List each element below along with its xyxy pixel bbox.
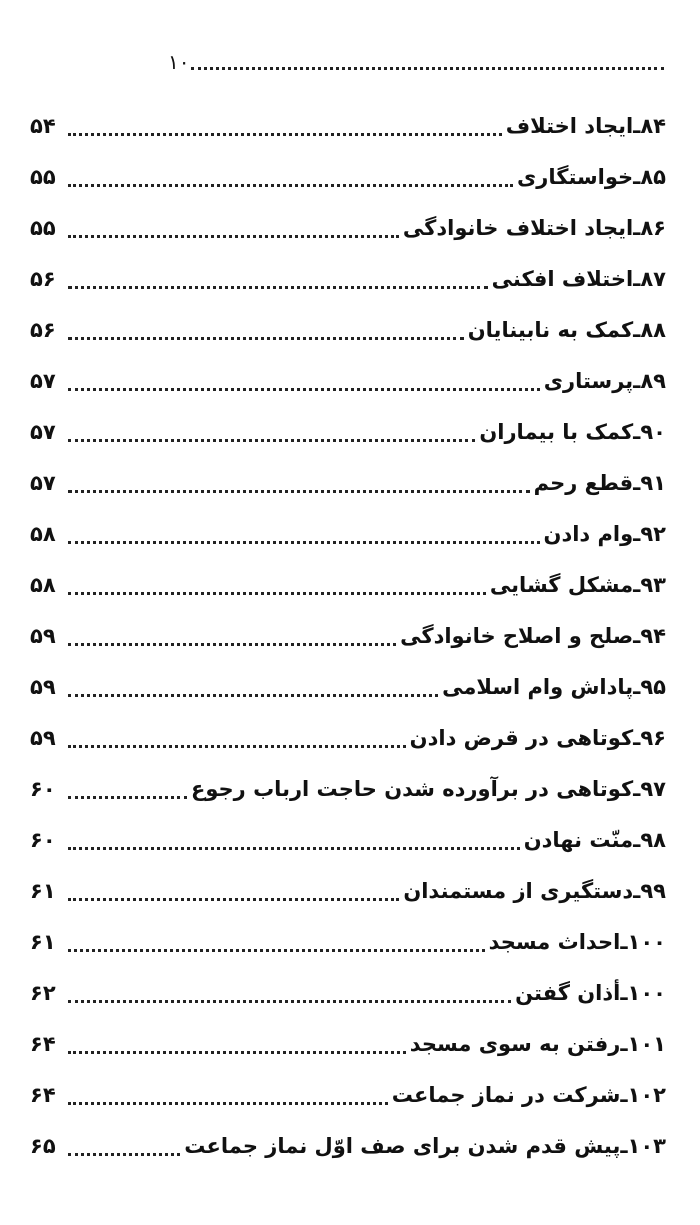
toc-entry-number: ۹۸ (640, 828, 666, 852)
page-header (168, 44, 664, 74)
toc-entry-number: ۹۹ (640, 879, 666, 903)
toc-entry-title: صلح و اصلاح خانوادگی (400, 624, 634, 648)
toc-entry-title: کوتاهی در قرض دادن (409, 726, 634, 750)
toc-entry-title: دستگیری از مستمندان (403, 879, 634, 903)
toc-dot-leader (68, 1000, 511, 1003)
toc-entry (30, 400, 666, 451)
toc-entry-title: خواستگاری (517, 165, 634, 189)
toc-dot-leader (68, 388, 540, 391)
header-dot-leader (191, 67, 664, 70)
toc-entry (30, 859, 666, 910)
toc-entry-number: ۹۴ (640, 624, 666, 648)
toc-entry-separator: ـ (633, 675, 641, 699)
toc-entry-number: ۸۴ (640, 114, 666, 138)
toc-entry (30, 1063, 666, 1114)
toc-entry-separator: ـ (633, 726, 641, 750)
toc-entry-separator: ـ (633, 216, 641, 240)
toc-entry (30, 94, 666, 145)
toc-dot-leader (68, 1153, 180, 1156)
toc-entry-number: ۱۰۳ (627, 1134, 666, 1158)
toc-dot-leader (68, 592, 486, 595)
toc-dot-leader (68, 541, 540, 544)
toc-entry (30, 553, 666, 604)
toc-entry-separator: ـ (633, 624, 641, 648)
toc-entry (30, 910, 666, 961)
toc-entry-separator: ـ (633, 828, 641, 852)
toc-entry-page: ۵۹ (30, 675, 56, 699)
toc-dot-leader (68, 133, 502, 136)
toc-entry-title: منّت نهادن (523, 828, 634, 852)
toc-entry-page: ۵۶ (30, 318, 56, 342)
toc-dot-leader (68, 898, 399, 901)
toc-entry (30, 961, 666, 1012)
toc-entry-page: ۶۴ (30, 1032, 56, 1056)
toc-entry (30, 349, 666, 400)
toc-entry-title: کوتاهی در برآورده شدن حاجت ارباب رجوع (191, 777, 634, 801)
toc-entry-separator: ـ (620, 930, 628, 954)
toc-entry (30, 451, 666, 502)
toc-entry-number: ۸۸ (640, 318, 666, 342)
toc-entry-number: ۹۳ (640, 573, 666, 597)
toc-entry-page: ۵۸ (30, 522, 56, 546)
table-of-contents (30, 94, 666, 1165)
toc-entry-page: ۵۹ (30, 624, 56, 648)
toc-entry-separator: ـ (633, 471, 641, 495)
toc-entry-separator: ـ (633, 267, 641, 291)
toc-entry-number: ۱۰۰ (627, 930, 666, 954)
toc-entry-title: مشکل گشایی (489, 573, 634, 597)
toc-entry-separator: ـ (633, 777, 641, 801)
toc-entry-page: ۶۰ (30, 828, 56, 852)
toc-dot-leader (68, 235, 399, 238)
toc-entry-number: ۹۱ (640, 471, 666, 495)
toc-entry-title: پیش قدم شدن برای صف اوّل نماز جماعت (184, 1134, 621, 1158)
page-number: ۱۰ (168, 50, 190, 74)
toc-entry-page: ۶۲ (30, 981, 56, 1005)
toc-entry-page: ۶۵ (30, 1134, 56, 1158)
toc-dot-leader (68, 847, 520, 850)
toc-entry-separator: ـ (620, 1134, 628, 1158)
toc-entry-number: ۸۹ (640, 369, 666, 393)
toc-entry-title: ایجاد اختلاف (505, 114, 634, 138)
toc-entry-page: ۶۰ (30, 777, 56, 801)
toc-dot-leader (68, 745, 406, 748)
toc-entry (30, 1012, 666, 1063)
toc-dot-leader (68, 1051, 406, 1054)
toc-entry-page: ۵۷ (30, 420, 56, 444)
toc-dot-leader (68, 337, 464, 340)
toc-entry-page: ۵۵ (30, 216, 56, 240)
toc-entry (30, 502, 666, 553)
toc-entry-title: وام دادن (543, 522, 634, 546)
toc-entry-title: رفتن به سوی مسجد (409, 1032, 621, 1056)
toc-entry-title: کمک به نابینایان (467, 318, 634, 342)
toc-entry-title: ایجاد اختلاف خانوادگی (402, 216, 634, 240)
toc-entry (30, 808, 666, 859)
toc-entry-page: ۶۱ (30, 879, 56, 903)
toc-entry-page: ۵۷ (30, 471, 56, 495)
toc-entry (30, 196, 666, 247)
toc-dot-leader (68, 1102, 388, 1105)
toc-entry-title: شرکت در نماز جماعت (391, 1083, 621, 1107)
toc-entry-page: ۵۵ (30, 165, 56, 189)
toc-entry-page: ۶۱ (30, 930, 56, 954)
toc-entry (30, 604, 666, 655)
toc-entry (30, 298, 666, 349)
toc-entry-number: ۸۵ (640, 165, 666, 189)
toc-entry (30, 706, 666, 757)
toc-entry-separator: ـ (633, 879, 641, 903)
toc-entry-separator: ـ (633, 420, 641, 444)
toc-entry-page: ۵۴ (30, 114, 56, 138)
toc-entry (30, 1114, 666, 1165)
toc-dot-leader (68, 694, 438, 697)
toc-entry-number: ۹۵ (640, 675, 666, 699)
toc-entry-page: ۵۸ (30, 573, 56, 597)
toc-entry-title: قطع رحم (533, 471, 634, 495)
toc-entry-separator: ـ (633, 318, 641, 342)
toc-entry-number: ۱۰۱ (627, 1032, 666, 1056)
toc-entry-page: ۶۴ (30, 1083, 56, 1107)
toc-entry-number: ۹۰ (640, 420, 666, 444)
toc-entry-separator: ـ (633, 522, 641, 546)
toc-entry-separator: ـ (620, 1032, 628, 1056)
toc-dot-leader (68, 949, 485, 952)
toc-entry-page: ۵۶ (30, 267, 56, 291)
toc-dot-leader (68, 643, 396, 646)
toc-entry-title: کمک با بیماران (479, 420, 634, 444)
toc-entry-page: ۵۹ (30, 726, 56, 750)
toc-entry-separator: ـ (633, 165, 641, 189)
toc-entry-number: ۹۶ (640, 726, 666, 750)
toc-entry-separator: ـ (620, 981, 628, 1005)
toc-entry-number: ۱۰۲ (627, 1083, 666, 1107)
toc-dot-leader (68, 796, 187, 799)
toc-dot-leader (68, 439, 475, 442)
toc-entry-title: اختلاف افکنی (491, 267, 634, 291)
toc-dot-leader (68, 184, 513, 187)
toc-entry-number: ۹۷ (640, 777, 666, 801)
toc-entry (30, 247, 666, 298)
toc-entry (30, 757, 666, 808)
toc-dot-leader (68, 490, 530, 493)
toc-entry-number: ۹۲ (640, 522, 666, 546)
toc-entry-separator: ـ (633, 369, 641, 393)
toc-entry-title: پاداش وام اسلامی (442, 675, 634, 699)
toc-entry (30, 655, 666, 706)
toc-entry-number: ۱۰۰ (627, 981, 666, 1005)
toc-entry-title: أذان گفتن (515, 981, 621, 1005)
toc-dot-leader (68, 286, 488, 289)
toc-entry-separator: ـ (633, 114, 641, 138)
toc-entry-number: ۸۷ (640, 267, 666, 291)
toc-entry-page: ۵۷ (30, 369, 56, 393)
toc-entry-title: پرستاری (543, 369, 634, 393)
toc-entry (30, 145, 666, 196)
toc-entry-number: ۸۶ (640, 216, 666, 240)
toc-entry-separator: ـ (620, 1083, 628, 1107)
toc-entry-title: احداث مسجد (488, 930, 621, 954)
toc-entry-separator: ـ (633, 573, 641, 597)
